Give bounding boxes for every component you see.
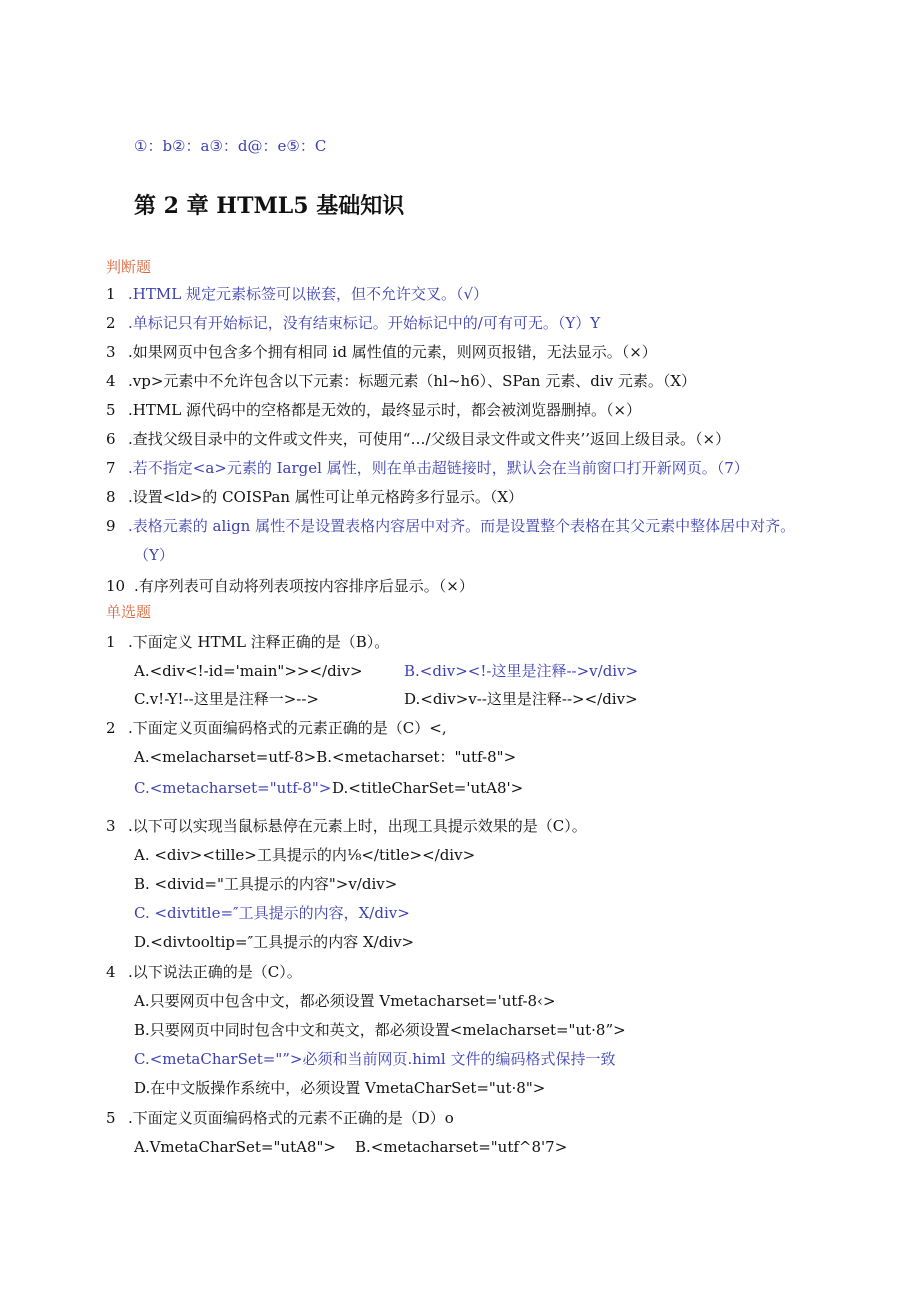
- question-3-option-d: D.<divtooltip=″工具提示的内容 X/div>: [134, 933, 415, 951]
- item-text: .表格元素的 align 属性不是设置表格内容居中对齐。而是设置整个表格在其父元素中整体居中对齐。: [128, 517, 796, 535]
- item-number: 2: [106, 314, 116, 332]
- question-2-option-d: D.<titleCharSet='utA8'>: [332, 779, 524, 797]
- item-number: 3: [106, 817, 116, 835]
- question-4-option-b: B.只要网页中同时包含中文和英文，都必须设置<melacharset="ut·8”>: [134, 1021, 626, 1039]
- question-4-option-c: C.<metaCharSet="”>必须和当前网页.himl 文件的编码格式保持一致: [134, 1050, 616, 1068]
- item-text: .如果网页中包含多个拥有相同 id 属性值的元素，则网页报错，无法显示。（×）: [128, 343, 657, 361]
- judge-item-3: [106, 342, 657, 362]
- chapter-title: 第 2 章 HTML5 基础知识: [134, 193, 405, 219]
- judge-item-4: [106, 371, 696, 391]
- judge-item-9: [106, 516, 795, 536]
- item-text: .设置<ld>的 COISPan 属性可让单元格跨多行显示。（X）: [128, 488, 524, 506]
- section-heading-single: 单选题: [106, 603, 152, 621]
- judge-item-7: [106, 458, 749, 478]
- question-3-option-a: A. <div><tille>工具提示的内⅛</title></div>: [134, 846, 476, 864]
- question-3-stem: [106, 816, 587, 836]
- item-text: .下面定义 HTML 注释正确的是（B）。: [128, 633, 390, 651]
- judge-item-9-answer: （Y）: [134, 546, 174, 564]
- judge-item-6: [106, 429, 730, 449]
- item-number: 7: [106, 459, 116, 477]
- item-number: 3: [106, 343, 116, 361]
- item-text: .若不指定<a>元素的 Iargel 属性，则在单击超链接时，默认会在当前窗口打开新网页。（7）: [128, 459, 749, 477]
- question-5-stem: [106, 1108, 454, 1128]
- question-1-option-a: A.<div<!-id='main">></div>: [134, 662, 363, 680]
- question-2-stem: [106, 718, 447, 738]
- question-3-option-c: C. <divtitle=″工具提示的内容，X/div>: [134, 904, 410, 922]
- question-2-options-ab: A.<melacharset=utf-8>B.<metacharset："utf-8">: [134, 748, 517, 766]
- item-number: 5: [106, 1109, 116, 1127]
- item-number: 1: [106, 285, 116, 303]
- judge-item-1: [106, 284, 488, 304]
- item-text: .以下说法正确的是（C）。: [128, 963, 302, 981]
- item-text: .下面定义页面编码格式的元素正确的是（C）<,: [128, 719, 447, 737]
- judge-item-10: [106, 576, 474, 596]
- answer-line: ①：b②：a③：d@：e⑤：C: [134, 137, 327, 155]
- judge-item-2: [106, 313, 600, 333]
- section-heading-judge: 判断题: [106, 258, 152, 276]
- question-4-option-a: A.只要网页中包含中文，都必须设置 Vmetacharset='utf-8‹>: [134, 992, 556, 1010]
- item-number: 1: [106, 633, 116, 651]
- question-2-option-c: C.<metacharset="utf-8">: [134, 779, 332, 797]
- item-number: 10: [106, 577, 126, 595]
- question-5-option-a: A.VmetaCharSet="utA8">: [134, 1138, 336, 1156]
- question-3-option-b: B. <divid="工具提示的内容">v/div>: [134, 875, 398, 893]
- item-text: .HTML 规定元素标签可以嵌套，但不允许交叉。（√）: [128, 285, 489, 303]
- judge-item-8: [106, 487, 523, 507]
- item-text: .下面定义页面编码格式的元素不正确的是（D）o: [128, 1109, 454, 1127]
- question-1-stem: [106, 632, 389, 652]
- question-1-option-c: C.v!-Y!--这里是注释一>-->: [134, 690, 319, 708]
- item-text: .有序列表可自动将列表项按内容排序后显示。（×）: [134, 577, 474, 595]
- question-1-option-d: D.<div>v--这里是注释--></div>: [404, 690, 638, 708]
- question-4-stem: [106, 962, 302, 982]
- item-text: .单标记只有开始标记，没有结束标记。开始标记中的/可有可无。（Y）Y: [128, 314, 601, 332]
- item-text: .查找父级目录中的文件或文件夹，可使用“…/父级目录文件或文件夹’’返回上级目录。（×）: [128, 430, 731, 448]
- item-number: 5: [106, 401, 116, 419]
- question-4-option-d: D.在中文版操作系统中，必须设置 VmetaCharSet="ut·8">: [134, 1079, 546, 1097]
- item-number: 4: [106, 372, 116, 390]
- item-text: .vp>元素中不允许包含以下元素：标题元素（hl~h6）、SPan 元素、div 元素。（X）: [128, 372, 697, 390]
- judge-item-5: [106, 400, 641, 420]
- item-number: 8: [106, 488, 116, 506]
- item-number: 2: [106, 719, 116, 737]
- question-5-option-b: B.<metacharset="utf^8'7>: [355, 1138, 568, 1156]
- question-1-option-b: B.<div><!-这里是注释-->v/div>: [404, 662, 639, 680]
- item-number: 9: [106, 517, 116, 535]
- item-text: .HTML 源代码中的空格都是无效的，最终显示时，都会被浏览器删掉。（×）: [128, 401, 642, 419]
- item-text: .以下可以实现当鼠标悬停在元素上时，出现工具提示效果的是（C）。: [128, 817, 587, 835]
- item-number: 4: [106, 963, 116, 981]
- item-number: 6: [106, 430, 116, 448]
